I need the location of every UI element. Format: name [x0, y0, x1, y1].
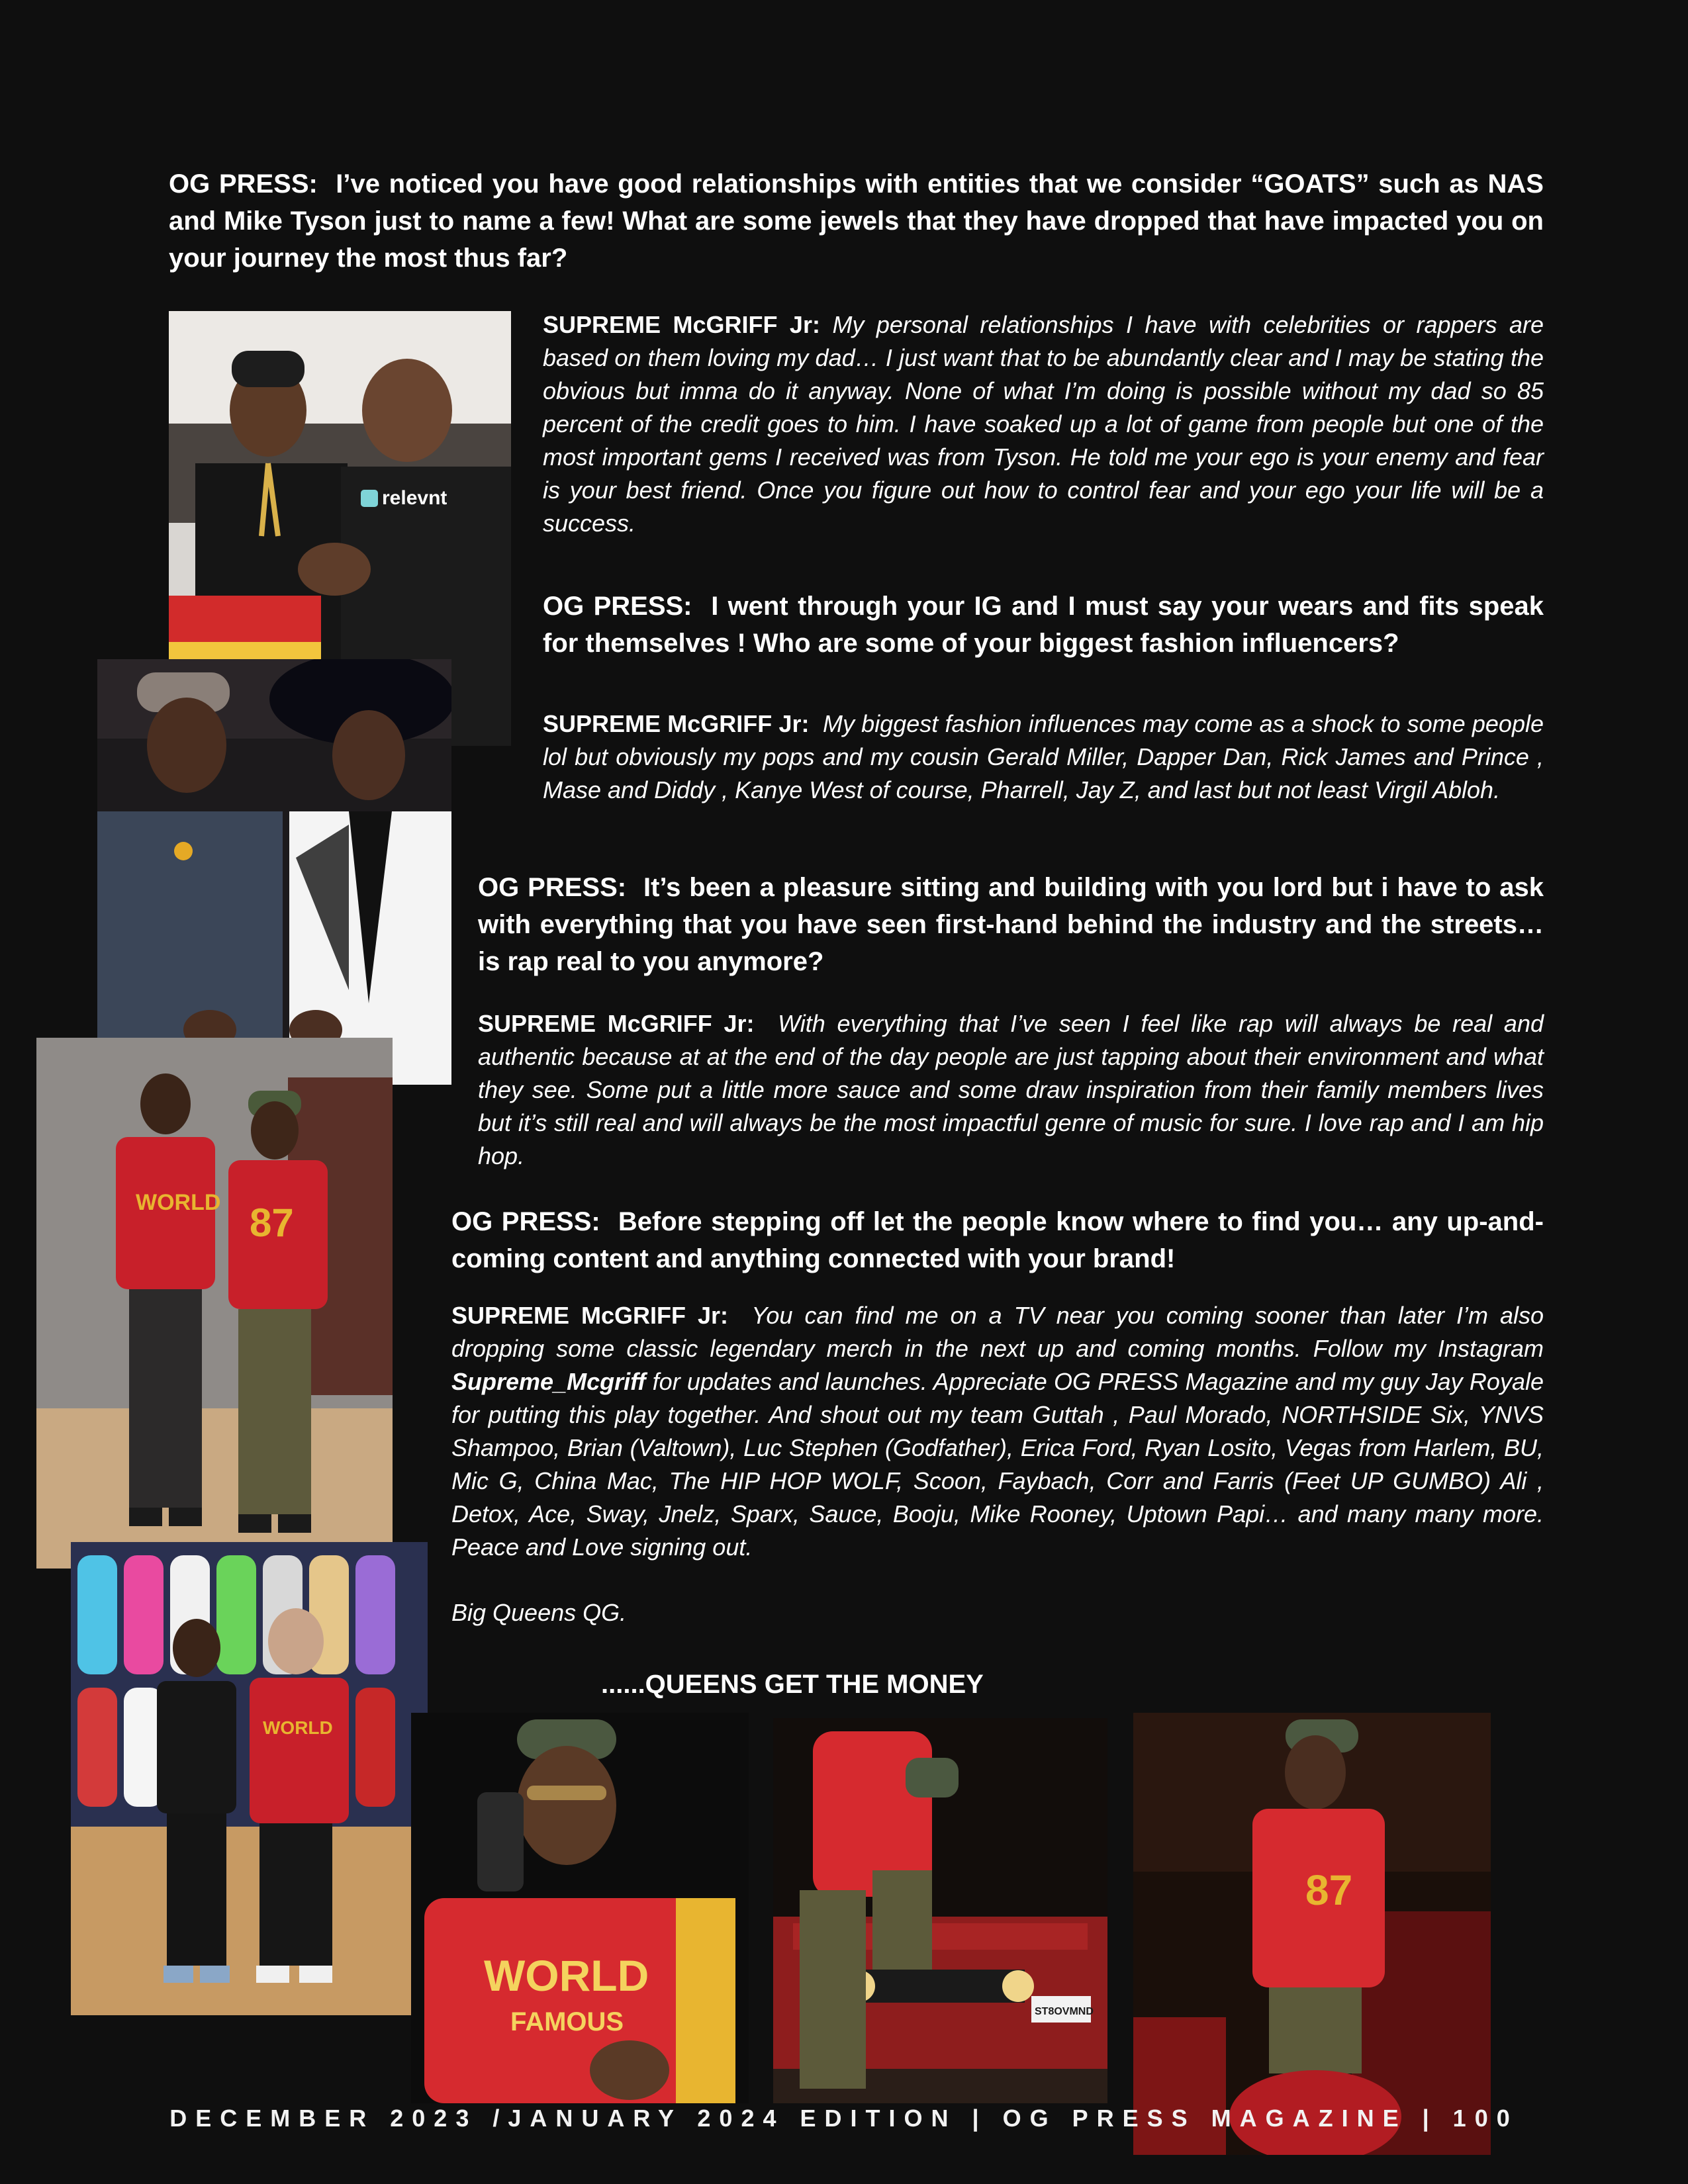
photo-car-door-bag [1133, 1713, 1491, 2155]
jacket-text-small: WORLD [263, 1717, 333, 1738]
answer-2 [543, 707, 1544, 807]
signoff-line: ......QUEENS GET THE MONEY [601, 1670, 984, 1699]
jacket-famous-text: FAMOUS [510, 2007, 624, 2036]
jacket-number: 87 [250, 1201, 294, 1245]
jacket-number-back: 87 [1305, 1866, 1353, 1914]
shirt-brand-text: relevnt [382, 487, 447, 509]
answer-1 [543, 308, 1544, 540]
question-4-speaker: OG PRESS: [451, 1207, 600, 1236]
instagram-handle: Supreme_Mcgriff [451, 1368, 646, 1395]
license-plate: ST8OVMND [1035, 2006, 1094, 2017]
photo-red-jackets-store [36, 1038, 393, 1569]
answer-1-speaker: SUPREME McGRIFF Jr: [543, 311, 820, 338]
question-4-text: Before stepping off let the people know where to find you… any up-and-coming content and anything connected with your brand! [451, 1207, 1544, 1273]
page-footer: DECEMBER 2023 /JANUARY 2024 EDITION | OG PRESS MAGAZINE | 100 [169, 2105, 1519, 2132]
question-1 [169, 165, 1544, 277]
question-1-speaker: OG PRESS: [169, 169, 318, 199]
jacket-text: WORLD [136, 1190, 221, 1215]
closing-text: Big Queens QG. [451, 1599, 627, 1626]
answer-2-speaker: SUPREME McGRIFF Jr: [543, 710, 810, 737]
question-1-text: I’ve noticed you have good relationships with entities that we consider “GOATS” such as NAS and Mike Tyson just to name a few! What are some jewels that they have dropped that have impacted you on your journey the most thus far? [169, 169, 1544, 273]
answer-3-text: With everything that I’ve seen I feel like rap will always be real and authentic because at at the end of the day people are just tapping about their environment and what they see. Some put a little more sauce and some draw inspiration from their family members lives but it’s still real and will always be the most impactful genre of music for sure. I love rap and I am hip hop. [478, 1010, 1544, 1169]
question-3-speaker: OG PRESS: [478, 873, 627, 902]
answer-1-text: My personal relationships I have with celebrities or rappers are based on them loving my dad… I just want that to be abundantly clear and I may be stating the obvious but imma do it anyway. None of what I’m doing is possible without my dad so 85 percent of the credit goes to him. I have soaked up a lot of game from people but one of the most important gems I received was from Tyson. He told me your ego is your enemy and fear is your best friend. Once you figure out how to control fear and your ego your life will be a success. [543, 311, 1544, 537]
photo-phone-call [411, 1713, 749, 2103]
photo-red-car [773, 1718, 1107, 2103]
answer-4-text-part2: for updates and launches. Appreciate OG PRESS Magazine and my guy Jay Royale for putting this play together. And shout out my team Guttah , Paul Morado, NORTHSIDE Six, YNVS Shampoo, Brian (Valtown), Luc Stephen (Godfather), Erica Ford, Ryan Losito, Vegas from Harlem, BU, Mic G, China Mac, The HIP HOP WOLF, Scoon, Faybach, Corr and Farris (Feet UP GUMBO) Ali , Detox, Ace, Sway, Jnelz, Sparx, Sauce, Booju, Mike Rooney, Uptown Papi… and many many more. Peace and Love signing out. [451, 1368, 1544, 1561]
photo-fur-store [71, 1542, 428, 2015]
question-4 [451, 1203, 1544, 1277]
question-2-text: I went through your IG and I must say your wears and fits speak for themselves ! Who are some of your biggest fashion influencers? [543, 592, 1544, 658]
answer-3-speaker: SUPREME McGRIFF Jr: [478, 1010, 755, 1037]
question-2 [543, 588, 1544, 662]
question-2-speaker: OG PRESS: [543, 592, 692, 621]
question-3-text: It’s been a pleasure sitting and building with you lord but i have to ask with everything that you have seen first-hand behind the industry and the streets… is rap real to you anymore? [478, 873, 1544, 976]
question-3 [478, 869, 1544, 980]
photo-fashion-duo [97, 659, 451, 1085]
answer-2-text: My biggest fashion influences may come as a shock to some people lol but obviously my pops and my cousin Gerald Miller, Dapper Dan, Rick James and Prince , Mase and Diddy , Kanye West of course, Pharrell, Jay Z, and last but not least Virgil Abloh. [543, 710, 1544, 803]
answer-4-text-part1: You can find me on a TV near you coming sooner than later I’m also dropping some classic legendary merch in the next up and coming months. Follow my Instagram [451, 1302, 1544, 1362]
jacket-world-text: WORLD [484, 1951, 649, 2000]
answer-4-speaker: SUPREME McGRIFF Jr: [451, 1302, 729, 1329]
closing-line [451, 1596, 1544, 1629]
answer-3 [478, 1007, 1544, 1173]
answer-4 [451, 1299, 1544, 1564]
